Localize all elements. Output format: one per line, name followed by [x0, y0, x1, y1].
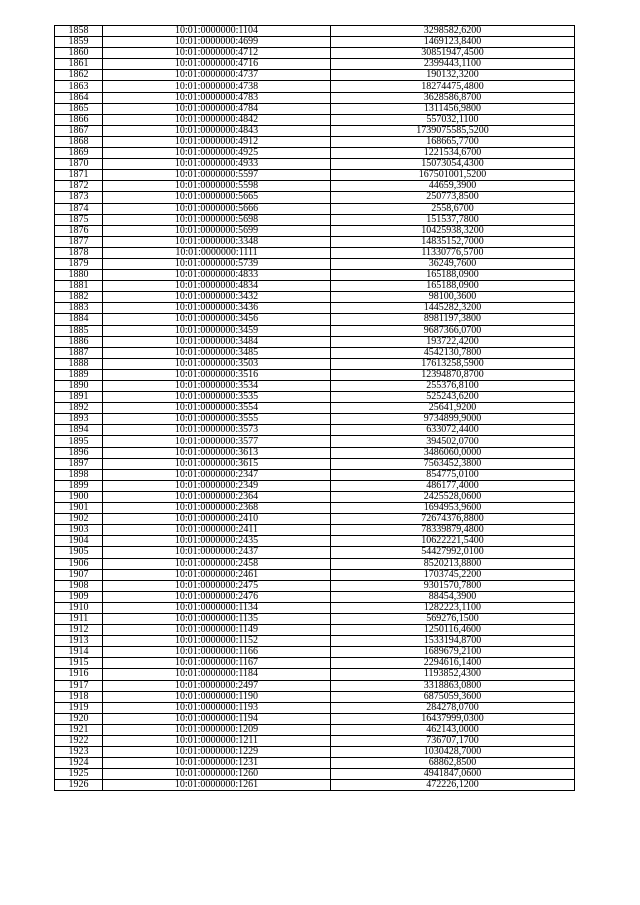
table-row: [55, 414, 575, 425]
row-number-cell: 1921: [55, 724, 103, 735]
cadastral-number-cell: 10:01:0000000:1184: [103, 669, 331, 680]
row-number-cell: 1866: [55, 114, 103, 125]
cadastral-number-cell: 10:01:0000000:3432: [103, 292, 331, 303]
value-cell: 472226,1200: [331, 780, 575, 791]
table-row: [55, 769, 575, 780]
cadastral-number-cell: 10:01:0000000:4912: [103, 136, 331, 147]
table-row: [55, 203, 575, 214]
value-cell: 1703745,2200: [331, 569, 575, 580]
value-cell: 72674376,8800: [331, 514, 575, 525]
table-row: [55, 736, 575, 747]
table-row: [55, 636, 575, 647]
value-cell: 14835152,7000: [331, 236, 575, 247]
table-row: [55, 691, 575, 702]
cadastral-number-cell: 10:01:0000000:3484: [103, 336, 331, 347]
cadastral-number-cell: 10:01:0000000:3503: [103, 358, 331, 369]
value-cell: 8520213,8800: [331, 558, 575, 569]
value-cell: 193722,4200: [331, 336, 575, 347]
value-cell: 854775,0100: [331, 469, 575, 480]
value-cell: 1250116,4600: [331, 625, 575, 636]
cadastral-number-cell: 10:01:0000000:2458: [103, 558, 331, 569]
row-number-cell: 1877: [55, 236, 103, 247]
row-number-cell: 1911: [55, 613, 103, 624]
cadastral-number-cell: 10:01:0000000:2476: [103, 591, 331, 602]
value-cell: 165188,0900: [331, 270, 575, 281]
value-cell: 12394870,8700: [331, 369, 575, 380]
row-number-cell: 1896: [55, 447, 103, 458]
table-row: [55, 325, 575, 336]
cadastral-number-cell: 10:01:0000000:1149: [103, 625, 331, 636]
table-row: [55, 292, 575, 303]
table-row: [55, 569, 575, 580]
table-row: [55, 192, 575, 203]
cadastral-number-cell: 10:01:0000000:4784: [103, 103, 331, 114]
value-cell: 15073054,4300: [331, 159, 575, 170]
value-cell: 18274475,4800: [331, 81, 575, 92]
row-number-cell: 1860: [55, 48, 103, 59]
row-number-cell: 1904: [55, 536, 103, 547]
table-row: [55, 503, 575, 514]
table-row: [55, 48, 575, 59]
cadastral-number-cell: 10:01:0000000:2475: [103, 580, 331, 591]
table-row: [55, 680, 575, 691]
row-number-cell: 1886: [55, 336, 103, 347]
value-cell: 10622221,5400: [331, 536, 575, 547]
value-cell: 165188,0900: [331, 281, 575, 292]
cadastral-number-cell: 10:01:0000000:2347: [103, 469, 331, 480]
cadastral-number-cell: 10:01:0000000:4738: [103, 81, 331, 92]
cadastral-number-cell: 10:01:0000000:5666: [103, 203, 331, 214]
table-row: [55, 381, 575, 392]
value-cell: 3318863,0800: [331, 680, 575, 691]
table-row: [55, 758, 575, 769]
row-number-cell: 1889: [55, 369, 103, 380]
cadastral-number-cell: 10:01:0000000:3348: [103, 236, 331, 247]
cadastral-number-cell: 10:01:0000000:4699: [103, 37, 331, 48]
table-row: [55, 314, 575, 325]
cadastral-number-cell: 10:01:0000000:3534: [103, 381, 331, 392]
table-row: [55, 148, 575, 159]
cadastral-number-cell: 10:01:0000000:4737: [103, 70, 331, 81]
table-row: [55, 658, 575, 669]
cadastral-number-cell: 10:01:0000000:2437: [103, 547, 331, 558]
value-cell: 255376,8100: [331, 381, 575, 392]
table-row: [55, 702, 575, 713]
table-row: [55, 136, 575, 147]
table-row: [55, 114, 575, 125]
table-row: [55, 724, 575, 735]
value-cell: 17613258,5900: [331, 358, 575, 369]
cadastral-number-cell: 10:01:0000000:1229: [103, 747, 331, 758]
value-cell: 2399443,1100: [331, 59, 575, 70]
table-row: [55, 170, 575, 181]
table-row: [55, 580, 575, 591]
cadastral-number-cell: 10:01:0000000:3436: [103, 303, 331, 314]
value-cell: 1221534,6700: [331, 148, 575, 159]
table-row: [55, 747, 575, 758]
cadastral-number-cell: 10:01:0000000:3456: [103, 314, 331, 325]
value-cell: 4542130,7800: [331, 347, 575, 358]
cadastral-number-cell: 10:01:0000000:2435: [103, 536, 331, 547]
row-number-cell: 1865: [55, 103, 103, 114]
row-number-cell: 1926: [55, 780, 103, 791]
value-cell: 9687366,0700: [331, 325, 575, 336]
table-row: [55, 125, 575, 136]
row-number-cell: 1876: [55, 225, 103, 236]
table-row: [55, 625, 575, 636]
value-cell: 190132,3200: [331, 70, 575, 81]
row-number-cell: 1895: [55, 436, 103, 447]
table-row: [55, 392, 575, 403]
value-cell: 1030428,7000: [331, 747, 575, 758]
value-cell: 9301570,7800: [331, 580, 575, 591]
row-number-cell: 1918: [55, 691, 103, 702]
table-row: [55, 303, 575, 314]
row-number-cell: 1915: [55, 658, 103, 669]
table-row: [55, 181, 575, 192]
value-cell: 736707,1700: [331, 736, 575, 747]
cadastral-number-cell: 10:01:0000000:4842: [103, 114, 331, 125]
row-number-cell: 1875: [55, 214, 103, 225]
value-cell: 2425528,0600: [331, 491, 575, 502]
value-cell: 3486060,0000: [331, 447, 575, 458]
cadastral-number-cell: 10:01:0000000:2349: [103, 480, 331, 491]
row-number-cell: 1900: [55, 491, 103, 502]
cadastral-number-cell: 10:01:0000000:3485: [103, 347, 331, 358]
table-row: [55, 613, 575, 624]
table-body: [55, 26, 575, 791]
table-row: [55, 491, 575, 502]
value-cell: 1533194,8700: [331, 636, 575, 647]
cadastral-number-cell: 10:01:0000000:3577: [103, 436, 331, 447]
cadastral-number-cell: 10:01:0000000:4834: [103, 281, 331, 292]
value-cell: 4941847,0600: [331, 769, 575, 780]
value-cell: 394502,0700: [331, 436, 575, 447]
row-number-cell: 1869: [55, 148, 103, 159]
cadastral-number-cell: 10:01:0000000:5598: [103, 181, 331, 192]
cadastral-number-cell: 10:01:0000000:3615: [103, 458, 331, 469]
row-number-cell: 1879: [55, 258, 103, 269]
table-row: [55, 436, 575, 447]
value-cell: 151537,7800: [331, 214, 575, 225]
value-cell: 1311456,9800: [331, 103, 575, 114]
value-cell: 3298582,6200: [331, 26, 575, 37]
row-number-cell: 1893: [55, 414, 103, 425]
table-row: [55, 525, 575, 536]
value-cell: 1739075585,5200: [331, 125, 575, 136]
cadastral-number-cell: 10:01:0000000:1152: [103, 636, 331, 647]
cadastral-number-cell: 10:01:0000000:1194: [103, 713, 331, 724]
row-number-cell: 1910: [55, 602, 103, 613]
table-row: [55, 159, 575, 170]
value-cell: 1689679,2100: [331, 647, 575, 658]
cadastral-number-cell: 10:01:0000000:4843: [103, 125, 331, 136]
row-number-cell: 1903: [55, 525, 103, 536]
row-number-cell: 1905: [55, 547, 103, 558]
cadastral-number-cell: 10:01:0000000:1104: [103, 26, 331, 37]
cadastral-number-cell: 10:01:0000000:1211: [103, 736, 331, 747]
value-cell: 557032,1100: [331, 114, 575, 125]
cadastral-number-cell: 10:01:0000000:5699: [103, 225, 331, 236]
row-number-cell: 1913: [55, 636, 103, 647]
cadastral-number-cell: 10:01:0000000:3613: [103, 447, 331, 458]
table-row: [55, 26, 575, 37]
value-cell: 6875059,3600: [331, 691, 575, 702]
cadastral-number-cell: 10:01:0000000:1135: [103, 613, 331, 624]
cadastral-number-cell: 10:01:0000000:3516: [103, 369, 331, 380]
cadastral-number-cell: 10:01:0000000:2410: [103, 514, 331, 525]
row-number-cell: 1882: [55, 292, 103, 303]
cadastral-number-cell: 10:01:0000000:3459: [103, 325, 331, 336]
value-cell: 486177,4000: [331, 480, 575, 491]
cadastral-number-cell: 10:01:0000000:1166: [103, 647, 331, 658]
cadastral-number-cell: 10:01:0000000:1190: [103, 691, 331, 702]
value-cell: 54427992,0100: [331, 547, 575, 558]
value-cell: 16437999,0300: [331, 713, 575, 724]
row-number-cell: 1871: [55, 170, 103, 181]
value-cell: 68862,8500: [331, 758, 575, 769]
cadastral-number-cell: 10:01:0000000:2368: [103, 503, 331, 514]
row-number-cell: 1908: [55, 580, 103, 591]
table-row: [55, 214, 575, 225]
value-cell: 36249,7600: [331, 258, 575, 269]
value-cell: 167501001,5200: [331, 170, 575, 181]
table-row: [55, 780, 575, 791]
row-number-cell: 1922: [55, 736, 103, 747]
table-row: [55, 480, 575, 491]
row-number-cell: 1881: [55, 281, 103, 292]
cadastral-number-cell: 10:01:0000000:3535: [103, 392, 331, 403]
value-cell: 10425938,3200: [331, 225, 575, 236]
value-cell: 633072,4400: [331, 425, 575, 436]
table-row: [55, 247, 575, 258]
table-row: [55, 425, 575, 436]
cadastral-number-cell: 10:01:0000000:4716: [103, 59, 331, 70]
cadastral-number-cell: 10:01:0000000:1261: [103, 780, 331, 791]
row-number-cell: 1902: [55, 514, 103, 525]
table-row: [55, 81, 575, 92]
cadastral-number-cell: 10:01:0000000:1231: [103, 758, 331, 769]
cadastral-number-cell: 10:01:0000000:4783: [103, 92, 331, 103]
value-cell: 30851947,4500: [331, 48, 575, 59]
row-number-cell: 1883: [55, 303, 103, 314]
row-number-cell: 1878: [55, 247, 103, 258]
cadastral-number-cell: 10:01:0000000:1111: [103, 247, 331, 258]
row-number-cell: 1864: [55, 92, 103, 103]
row-number-cell: 1859: [55, 37, 103, 48]
row-number-cell: 1880: [55, 270, 103, 281]
row-number-cell: 1914: [55, 647, 103, 658]
table-row: [55, 447, 575, 458]
table-row: [55, 514, 575, 525]
row-number-cell: 1885: [55, 325, 103, 336]
table-row: [55, 236, 575, 247]
value-cell: 168665,7700: [331, 136, 575, 147]
value-cell: 98100,3600: [331, 292, 575, 303]
value-cell: 11330776,5700: [331, 247, 575, 258]
table-row: [55, 458, 575, 469]
value-cell: 7563452,3800: [331, 458, 575, 469]
table-row: [55, 647, 575, 658]
table-row: [55, 591, 575, 602]
cadastral-number-cell: 10:01:0000000:1134: [103, 602, 331, 613]
cadastral-table: [54, 25, 575, 791]
table-row: [55, 536, 575, 547]
row-number-cell: 1898: [55, 469, 103, 480]
row-number-cell: 1870: [55, 159, 103, 170]
value-cell: 569276,1500: [331, 613, 575, 624]
row-number-cell: 1916: [55, 669, 103, 680]
row-number-cell: 1897: [55, 458, 103, 469]
cadastral-number-cell: 10:01:0000000:3554: [103, 403, 331, 414]
row-number-cell: 1924: [55, 758, 103, 769]
table-row: [55, 602, 575, 613]
value-cell: 525243,6200: [331, 392, 575, 403]
row-number-cell: 1925: [55, 769, 103, 780]
row-number-cell: 1909: [55, 591, 103, 602]
value-cell: 3628586,8700: [331, 92, 575, 103]
row-number-cell: 1874: [55, 203, 103, 214]
value-cell: 78339879,4800: [331, 525, 575, 536]
row-number-cell: 1887: [55, 347, 103, 358]
cadastral-number-cell: 10:01:0000000:2411: [103, 525, 331, 536]
table-row: [55, 403, 575, 414]
row-number-cell: 1868: [55, 136, 103, 147]
row-number-cell: 1919: [55, 702, 103, 713]
cadastral-number-cell: 10:01:0000000:5597: [103, 170, 331, 181]
value-cell: 1469123,8400: [331, 37, 575, 48]
cadastral-number-cell: 10:01:0000000:2364: [103, 491, 331, 502]
table-row: [55, 270, 575, 281]
value-cell: 1282223,1100: [331, 602, 575, 613]
table-row: [55, 37, 575, 48]
table-row: [55, 469, 575, 480]
table-row: [55, 59, 575, 70]
table-row: [55, 713, 575, 724]
value-cell: 88454,3900: [331, 591, 575, 602]
row-number-cell: 1901: [55, 503, 103, 514]
value-cell: 1445282,3200: [331, 303, 575, 314]
row-number-cell: 1894: [55, 425, 103, 436]
row-number-cell: 1920: [55, 713, 103, 724]
row-number-cell: 1862: [55, 70, 103, 81]
cadastral-number-cell: 10:01:0000000:5665: [103, 192, 331, 203]
cadastral-number-cell: 10:01:0000000:2497: [103, 680, 331, 691]
row-number-cell: 1872: [55, 181, 103, 192]
table-row: [55, 70, 575, 81]
table-row: [55, 103, 575, 114]
value-cell: 25641,9200: [331, 403, 575, 414]
table-row: [55, 358, 575, 369]
row-number-cell: 1867: [55, 125, 103, 136]
value-cell: 1694953,9600: [331, 503, 575, 514]
table-row: [55, 669, 575, 680]
value-cell: 9734899,9000: [331, 414, 575, 425]
table-row: [55, 369, 575, 380]
value-cell: 250773,8500: [331, 192, 575, 203]
value-cell: 44659,3900: [331, 181, 575, 192]
row-number-cell: 1884: [55, 314, 103, 325]
cadastral-number-cell: 10:01:0000000:1167: [103, 658, 331, 669]
row-number-cell: 1912: [55, 625, 103, 636]
row-number-cell: 1863: [55, 81, 103, 92]
table-row: [55, 347, 575, 358]
value-cell: 2558,6700: [331, 203, 575, 214]
value-cell: 8981197,3800: [331, 314, 575, 325]
value-cell: 1193852,4300: [331, 669, 575, 680]
row-number-cell: 1923: [55, 747, 103, 758]
cadastral-number-cell: 10:01:0000000:4933: [103, 159, 331, 170]
cadastral-number-cell: 10:01:0000000:2461: [103, 569, 331, 580]
row-number-cell: 1891: [55, 392, 103, 403]
cadastral-number-cell: 10:01:0000000:3573: [103, 425, 331, 436]
row-number-cell: 1906: [55, 558, 103, 569]
row-number-cell: 1888: [55, 358, 103, 369]
cadastral-number-cell: 10:01:0000000:1260: [103, 769, 331, 780]
cadastral-number-cell: 10:01:0000000:4925: [103, 148, 331, 159]
table-row: [55, 336, 575, 347]
table-row: [55, 92, 575, 103]
table-row: [55, 258, 575, 269]
row-number-cell: 1917: [55, 680, 103, 691]
table-row: [55, 281, 575, 292]
value-cell: 284278,0700: [331, 702, 575, 713]
row-number-cell: 1861: [55, 59, 103, 70]
table-row: [55, 225, 575, 236]
row-number-cell: 1907: [55, 569, 103, 580]
table-row: [55, 558, 575, 569]
value-cell: 2294616,1400: [331, 658, 575, 669]
table-row: [55, 547, 575, 558]
cadastral-number-cell: 10:01:0000000:1193: [103, 702, 331, 713]
cadastral-number-cell: 10:01:0000000:4712: [103, 48, 331, 59]
row-number-cell: 1890: [55, 381, 103, 392]
cadastral-number-cell: 10:01:0000000:1209: [103, 724, 331, 735]
row-number-cell: 1873: [55, 192, 103, 203]
cadastral-number-cell: 10:01:0000000:3555: [103, 414, 331, 425]
cadastral-number-cell: 10:01:0000000:5739: [103, 258, 331, 269]
row-number-cell: 1858: [55, 26, 103, 37]
row-number-cell: 1899: [55, 480, 103, 491]
cadastral-number-cell: 10:01:0000000:4833: [103, 270, 331, 281]
cadastral-number-cell: 10:01:0000000:5698: [103, 214, 331, 225]
row-number-cell: 1892: [55, 403, 103, 414]
value-cell: 462143,0000: [331, 724, 575, 735]
